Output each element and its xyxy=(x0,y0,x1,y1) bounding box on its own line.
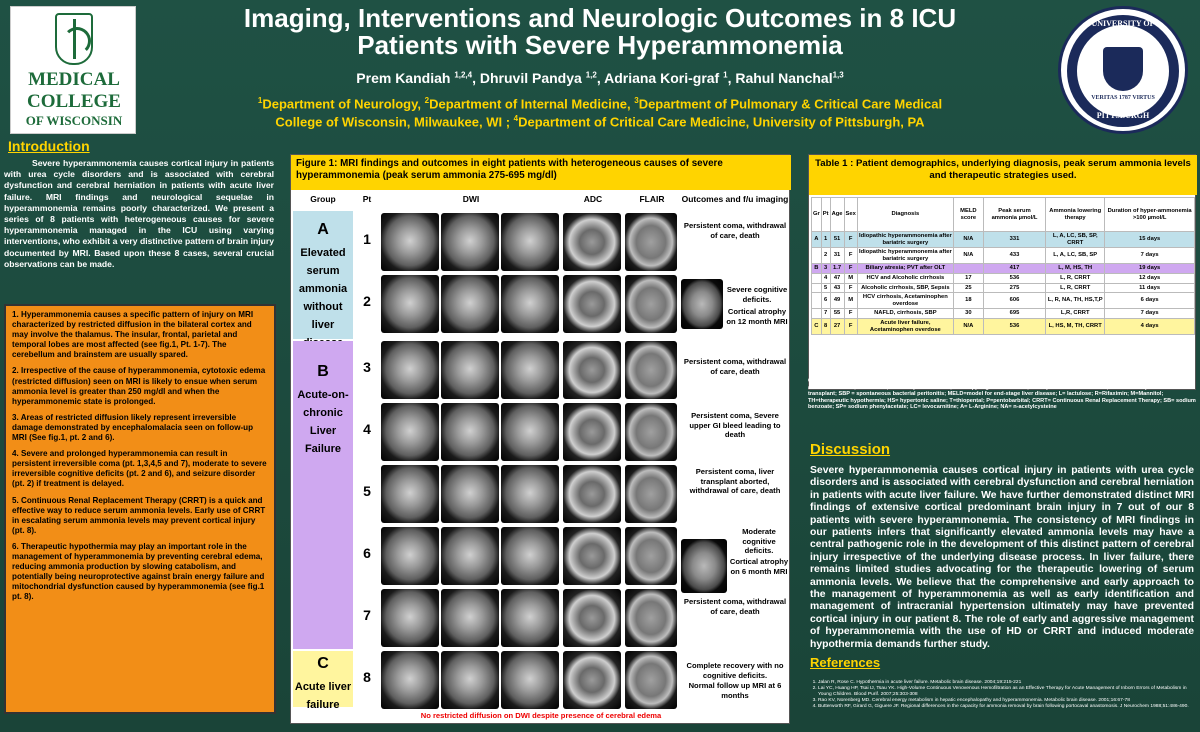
table-cell: L, A, LC, SB, SP, CRRT xyxy=(1046,232,1105,248)
col-header-pt: Pt xyxy=(362,194,372,204)
outcome-pt6-b: Cortical atrophy on 6 month MRI xyxy=(729,557,789,576)
table-cell: 30 xyxy=(953,309,983,319)
table-cell: F xyxy=(844,264,857,274)
table-cell: 15 days xyxy=(1105,232,1195,248)
flair-scan xyxy=(625,275,677,333)
reference-item: 1. Jalan R, Rose C. Hypothermia in acute liver failure. Metabolic brain disease. 2004;19:215-221 xyxy=(818,680,1194,686)
adc-scan xyxy=(563,589,621,647)
dwi-scan xyxy=(501,403,559,461)
reference-item: 3. Rao KV, Norenberg MD. Cerebral energy metabolism in hepatic encephalopathy and hyperammonemia. Metabolic brain disease. 2001;16:67-78 xyxy=(818,698,1194,704)
table-cell: L,R, CRRT xyxy=(1046,309,1105,319)
adc-scan xyxy=(563,213,621,271)
observation-item: 4. Severe and prolonged hyperammonemia can result in persistent irreversible coma (pt. 1,3,4,5 and 7), moderate to severe irreversible cognitive deficits (pt. 2 and 6), and seizure disorder (pt. 2) if treatment is delayed. xyxy=(12,449,267,489)
table-row xyxy=(812,232,1195,248)
observation-item: 3. Areas of restricted diffusion likely represent irreversible damage demonstrated by encephalomalacia seen on follow-up MRI (See fig.1, pt. 2 and 6). xyxy=(12,412,254,443)
affil-sup: 3 xyxy=(634,96,639,105)
table-cell: M xyxy=(844,273,857,283)
adc-scan xyxy=(563,403,621,461)
table-row xyxy=(812,309,1195,319)
patient-number: 2 xyxy=(363,293,371,309)
dwi-scan xyxy=(381,403,439,461)
table-cell: 51 xyxy=(830,232,844,248)
logo-text-medical: MEDICAL xyxy=(28,69,120,90)
table-1-panel xyxy=(808,154,1196,390)
affil-sup: 2 xyxy=(424,96,430,105)
introduction-heading: Introduction xyxy=(8,138,90,154)
table-cell xyxy=(812,283,822,293)
table-cell: Acute liver failure, Acetaminophen overdose xyxy=(857,318,953,334)
table-cell: 43 xyxy=(830,283,844,293)
dwi-scan xyxy=(501,465,559,523)
introduction-body: Severe hyperammonemia causes cortical injury in patients with urea cycle disorders and is associated with cerebral dysfunction and cerebral herniation in patients with acute liver failure. MRI findings and neurological sequelae in hyperammonemia remains poorly characterized. We present a series of 8 patients with heterogeneous causes for severe hyperammonemia managed in the ICU using varying interventions, who exhibit a very distinctive pattern of brain injury documented by MRI. Based upon these 8 cases, several crucial observations can be made. xyxy=(4,158,274,269)
observation-item: 5. Continuous Renal Replacement Therapy (CRRT) is a quick and effective way to reduce serum ammonia levels. Early use of CRRT in escalating serum ammonia levels may prevent cortical injury (pt. 8). xyxy=(12,495,266,535)
dwi-scan xyxy=(381,341,439,399)
logo-text-wisconsin: OF WISCONSIN xyxy=(25,113,123,128)
table-cell: 2 xyxy=(821,248,830,264)
dwi-scan xyxy=(381,213,439,271)
table-cell: F xyxy=(844,309,857,319)
table-row xyxy=(812,318,1195,334)
group-a-panel xyxy=(293,211,353,339)
table-cell: 695 xyxy=(983,309,1045,319)
seal-crest-icon xyxy=(1103,47,1143,91)
col-header-group: Group xyxy=(310,194,336,204)
outcome-pt2-b: Cortical atrophy on 12 month MRI xyxy=(726,307,788,326)
observation-item: 6. Therapeutic hypothermia may play an important role in the management of hyperammonemia by preventing cerebral edema, reducing ammonia production by slowing catabolism, and potentially being neuroprotective against brain energy failure and mitochondrial dysfunction caused by hyperammonemia (see fig.1 pt. 8). xyxy=(12,541,265,602)
outcome-pt1: Persistent coma, withdrawal of care, death xyxy=(683,221,787,240)
table-cell: Idiopathic hyperammonemia after bariatric surgery xyxy=(857,248,953,264)
outcome-pt8-a: Complete recovery with no cognitive deficits. xyxy=(686,661,784,680)
dwi-scan xyxy=(501,589,559,647)
outcome-pt8-b: Normal follow up MRI at 6 months xyxy=(688,681,782,700)
table-cell: Biliary atresia; PVT after OLT xyxy=(857,264,953,274)
table-cell: 1.7 xyxy=(830,264,844,274)
col-header-flair: FLAIR xyxy=(639,194,665,204)
group-letter: C xyxy=(317,655,329,672)
seal-motto: VERITAS 1787 VIRTUS xyxy=(1091,95,1155,101)
dwi-scan xyxy=(441,275,499,333)
flair-scan xyxy=(625,403,677,461)
author: Dhruvil Pandya xyxy=(479,70,582,86)
adc-scan xyxy=(563,341,621,399)
table-cell: 4 days xyxy=(1105,318,1195,334)
table-cell xyxy=(953,264,983,274)
affil-text: College of Wisconsin, Milwaukee, WI ; xyxy=(275,114,514,130)
table-cell: 11 days xyxy=(1105,283,1195,293)
table-cell: NAFLD, cirrhosis, SBP xyxy=(857,309,953,319)
flair-scan xyxy=(625,465,677,523)
patient-number: 8 xyxy=(363,669,371,685)
medical-college-of-wisconsin-logo xyxy=(10,6,136,134)
table-caption: Table 1 : Patient demographics, underlying diagnosis, peak serum ammonia levels and therapeutic strategies used. xyxy=(809,155,1197,195)
table-cell: 536 xyxy=(983,318,1045,334)
table-row xyxy=(812,293,1195,309)
table-cell: 433 xyxy=(983,248,1045,264)
table-cell: 7 days xyxy=(1105,248,1195,264)
table-cell: 25 xyxy=(953,283,983,293)
adc-scan xyxy=(563,465,621,523)
dwi-scan xyxy=(441,341,499,399)
patient-number: 5 xyxy=(363,483,371,499)
outcome-pt6-a: Moderate cognitive deficits. xyxy=(742,527,776,555)
affil-text: Department of Critical Care Medicine, University of Pittsburgh, PA xyxy=(518,114,925,130)
dwi-scan xyxy=(381,527,439,585)
table-cell: F xyxy=(844,248,857,264)
table-row xyxy=(812,248,1195,264)
table-cell: 6 days xyxy=(1105,293,1195,309)
flair-scan xyxy=(625,213,677,271)
dwi-scan xyxy=(441,465,499,523)
table-header-cell: Duration of hyper-ammonemia >100 µmol/L xyxy=(1105,198,1195,232)
author-affil-sup: 1,2,4 xyxy=(454,70,473,80)
patient-number: 1 xyxy=(363,231,371,247)
group-description: Acute liver failure xyxy=(294,681,352,711)
author: Adriana Kori-graf xyxy=(604,70,720,86)
table-abbreviations: Gr= Group; A= patients with isolated hyperammonemia without liver disease; B= Patients with acute-on-chronic liver failure; C= patients with acute liver failure; Pt= Patient; HCV= hepatitis C virus; UGI= upper gastrointestinal; PVT= portal vein thrombosis; OLT= orthotopic liver transplant; SBP = spontaneous bacterial peritonitis; MELD=model for end-stage liver disease; L= lactulose; R=Rifaximin; M=Mannitol; TH=therapeutic hypothermia; HS= hypertonic saline; T=thiopental; P=pentobarbital; CRRT= Continuous Renal Replacement Therapy; SB= sodium benzoate; SP= sodium phenylacetate; LC= levocarnitine; A= L-Arginine; NA= n-acetylcysteine xyxy=(808,378,1196,410)
patient-number: 6 xyxy=(363,545,371,561)
table-cell: 331 xyxy=(983,232,1045,248)
table-header-cell: Age xyxy=(830,198,844,232)
table-cell: 536 xyxy=(983,273,1045,283)
dwi-scan xyxy=(501,213,559,271)
university-of-pittsburgh-seal xyxy=(1058,6,1188,134)
table-cell: N/A xyxy=(953,318,983,334)
followup-mri-pt6 xyxy=(681,539,727,593)
dwi-scan xyxy=(381,651,439,709)
table-row xyxy=(812,273,1195,283)
table-row xyxy=(812,264,1195,274)
discussion-heading: Discussion xyxy=(810,441,891,458)
adc-scan xyxy=(563,527,621,585)
group-description: Elevated serum ammonia without liver xyxy=(298,247,348,331)
author-list: Prem Kandiah $^{1,2,4}$, Dhruvil Pandya $^{1,2}$, Adriana Kori-graf $^1$, Rahul Nanchal$^{1,3}$ xyxy=(356,70,844,86)
table-header-cell: MELD score xyxy=(953,198,983,232)
table-cell: B xyxy=(812,264,822,274)
outcome-pt2-a: Severe cognitive deficits. xyxy=(726,285,788,304)
table-cell: 49 xyxy=(830,293,844,309)
logo-text-college: COLLEGE xyxy=(27,91,121,112)
table-cell xyxy=(812,309,822,319)
observations-box xyxy=(4,304,276,714)
patient-number: 3 xyxy=(363,359,371,375)
table-cell xyxy=(812,248,822,264)
adc-scan xyxy=(563,651,621,709)
table-cell: N/A xyxy=(953,248,983,264)
table-cell: 606 xyxy=(983,293,1045,309)
table-cell: L, HS, M, TH, CRRT xyxy=(1046,318,1105,334)
adc-scan xyxy=(563,275,621,333)
table-cell: 27 xyxy=(830,318,844,334)
reference-item: 4. Butterworth RF, Girard G, Giguere JF. Regional differences in the capacity for ammonia removal by brain following portocaval anastomosis. J Neurochem 1988;51:486-490. xyxy=(818,704,1194,710)
col-header-outcomes: Outcomes and f/u imaging xyxy=(681,194,789,204)
dwi-scan xyxy=(381,465,439,523)
discussion-body: Severe hyperammonemia causes cortical injury in patients with urea cycle disorders and is associated with cerebral dysfunction and cerebral herniation in patients with acute liver failure. We have further demonstrated distinct MRI findings of extensive cortical predominant brain injury in 7 out of our 8 patients with severe hyperammonemia. The consistency of MRI findings in our patients infers that significantly elevated ammonia levels may have a central pathogenic role in the development of this distinct pattern of cerebral injury irrespective of the underlying disease process. In liver failure, there remains limited studies advocating for the therapeutic lowering of serum ammonia levels. We believe that the comprehensive and early approach to the management of hyperammonemia as well as early identification and management of intracranial hypertension ultimately may have prevented cortical injury in our patient 8. The role of early and aggressive management of hyperammonemia with the use of HD or CRRT and induced moderate hypothermia demands further study. xyxy=(810,465,1194,650)
dwi-scan xyxy=(441,403,499,461)
table-cell: 7 xyxy=(821,309,830,319)
table-cell: 4 xyxy=(821,273,830,283)
affil-sup: 1 xyxy=(257,96,263,105)
table-header-cell: Ammonia lowering therapy xyxy=(1046,198,1105,232)
affil-text: Department of Pulmonary & Critical Care Medical xyxy=(638,96,943,112)
group-letter: A xyxy=(317,221,329,238)
table-header-cell: Sex xyxy=(844,198,857,232)
outcome-pt3: Persistent coma, withdrawal of care, death xyxy=(683,357,787,376)
table-cell: HCV cirrhosis, Acetaminophen overdose xyxy=(857,293,953,309)
table-cell: M xyxy=(844,293,857,309)
table-cell: L, R, CRRT xyxy=(1046,273,1105,283)
dwi-scan xyxy=(501,527,559,585)
table-cell: L, R, NA, TH, HS,T,P xyxy=(1046,293,1105,309)
table-cell: 12 days xyxy=(1105,273,1195,283)
observation-item: 1. Hyperammonemia causes a specific pattern of injury on MRI characterized by restricted diffusion in the bilateral cortex and may involve the thalamus. The insular, frontal, parietal and temporal lobes are most affected (see fig.1, Pt. 1-7). The cerebellum and brainstem are usually spared. xyxy=(12,310,254,360)
table-cell xyxy=(812,293,822,309)
table-header-cell: Pt xyxy=(821,198,830,232)
table-cell: 5 xyxy=(821,283,830,293)
author-affil-sup: 1 xyxy=(723,70,728,80)
table-cell: 18 xyxy=(953,293,983,309)
dwi-scan xyxy=(441,589,499,647)
author-affil-sup: 1,2 xyxy=(585,70,597,80)
table-cell: 417 xyxy=(983,264,1045,274)
table-cell: 6 xyxy=(821,293,830,309)
references-list xyxy=(810,680,1194,710)
references-heading: References xyxy=(810,655,881,670)
dwi-scan xyxy=(441,651,499,709)
table-header-cell: Peak serum ammonia µmol/L xyxy=(983,198,1045,232)
table-cell: C xyxy=(812,318,822,334)
observation-item: 2. Irrespective of the cause of hyperammonemia, cytotoxic edema (restricted diffusion) seen on MRI is likely to ensue when serum ammonia level is greater than 250 mg/dl and when the hyperammonemic state is prolonged. xyxy=(12,366,266,406)
table-body xyxy=(812,232,1195,335)
outcome-pt7: Persistent coma, withdrawal of care, death xyxy=(683,597,787,616)
group-description: Acute-on-chronic Liver Failure xyxy=(297,389,349,455)
dwi-scan xyxy=(381,275,439,333)
figure-footnote: No restricted diffusion on DWI despite presence of cerebral edema xyxy=(420,711,662,720)
seal-text-bottom: PITTSBURGH xyxy=(1096,111,1150,120)
dwi-scan xyxy=(441,527,499,585)
dwi-scan xyxy=(501,275,559,333)
caduceus-shield-icon xyxy=(55,13,93,65)
author: Rahul Nanchal xyxy=(735,70,833,86)
author: Prem Kandiah xyxy=(356,70,451,86)
patient-table xyxy=(811,197,1195,335)
table-cell: HCV and Alcoholic cirrhosis xyxy=(857,273,953,283)
table-cell: F xyxy=(844,283,857,293)
col-header-dwi: DWI xyxy=(462,194,480,204)
patient-number: 7 xyxy=(363,607,371,623)
dwi-scan xyxy=(501,341,559,399)
table-cell: 8 xyxy=(821,318,830,334)
reference-item: 2. Lai YC, Huang HP, Tsai IJ, Tsau YK. High-Volume Continuous Venovenous Hemofiltration as an Effective Therapy for Acute Management of Inborn Errors of Metabolism in Young Children. Blood Purif. 2007;25:303-308 xyxy=(818,686,1194,698)
table-cell: 1 xyxy=(821,232,830,248)
table-cell: 3 xyxy=(821,264,830,274)
table-header-row xyxy=(812,198,1195,232)
poster-title-line2: Patients with Severe Hyperammonemia xyxy=(357,30,843,60)
table-cell: 19 days xyxy=(1105,264,1195,274)
table-header-cell: Diagnosis xyxy=(857,198,953,232)
group-b-panel xyxy=(293,341,353,649)
col-header-adc: ADC xyxy=(583,194,603,204)
table-cell: Alcoholic cirrhosis, SBP, Sepsis xyxy=(857,283,953,293)
seal-text-top: UNIVERSITY OF xyxy=(1091,19,1155,28)
affil-text: Department of Internal Medicine, xyxy=(429,96,635,112)
group-letter: B xyxy=(317,363,329,380)
followup-mri-pt2 xyxy=(681,279,723,329)
group-c-panel xyxy=(293,651,353,711)
figure-1-mri-panel xyxy=(290,154,790,724)
table-cell: N/A xyxy=(953,232,983,248)
affiliations-line1 xyxy=(150,96,1050,111)
flair-scan xyxy=(625,341,677,399)
dwi-scan xyxy=(381,589,439,647)
table-cell: 47 xyxy=(830,273,844,283)
outcome-pt5: Persistent coma, liver transplant aborted, withdrawal of care, death xyxy=(689,467,781,495)
outcome-pt4: Persistent coma, Severe upper GI bleed leading to death xyxy=(689,411,781,439)
table-row xyxy=(812,283,1195,293)
table-cell: Idiopathic hyperammonemia after bariatric surgery xyxy=(857,232,953,248)
patient-number: 4 xyxy=(363,421,371,437)
table-cell: 31 xyxy=(830,248,844,264)
affil-sup: 4 xyxy=(513,114,519,123)
table-cell xyxy=(812,273,822,283)
table-cell: L, M, HS, TH xyxy=(1046,264,1105,274)
table-cell: F xyxy=(844,232,857,248)
affiliations-line2 xyxy=(150,114,1050,129)
figure-caption: Figure 1: MRI findings and outcomes in eight patients with heterogeneous causes of severe hyperammonemia (peak serum ammonia 275-695 mg/dl) xyxy=(291,155,791,190)
dwi-scan xyxy=(441,213,499,271)
table-cell: F xyxy=(844,318,857,334)
table-cell: A xyxy=(812,232,822,248)
table-cell: 275 xyxy=(983,283,1045,293)
dwi-scan xyxy=(501,651,559,709)
table-cell: L, R, CRRT xyxy=(1046,283,1105,293)
author-affil-sup: 1,3 xyxy=(832,70,844,80)
table-cell: 55 xyxy=(830,309,844,319)
table-cell: 17 xyxy=(953,273,983,283)
poster-title-line1: Imaging, Interventions and Neurologic Outcomes in 8 ICU xyxy=(243,3,957,33)
table-header-cell: Gr xyxy=(812,198,822,232)
flair-scan xyxy=(625,589,677,647)
flair-scan xyxy=(625,527,677,585)
affil-text: Department of Neurology, xyxy=(262,96,425,112)
flair-scan xyxy=(625,651,677,709)
table-cell: L, A, LC, SB, SP xyxy=(1046,248,1105,264)
table-cell: 7 days xyxy=(1105,309,1195,319)
